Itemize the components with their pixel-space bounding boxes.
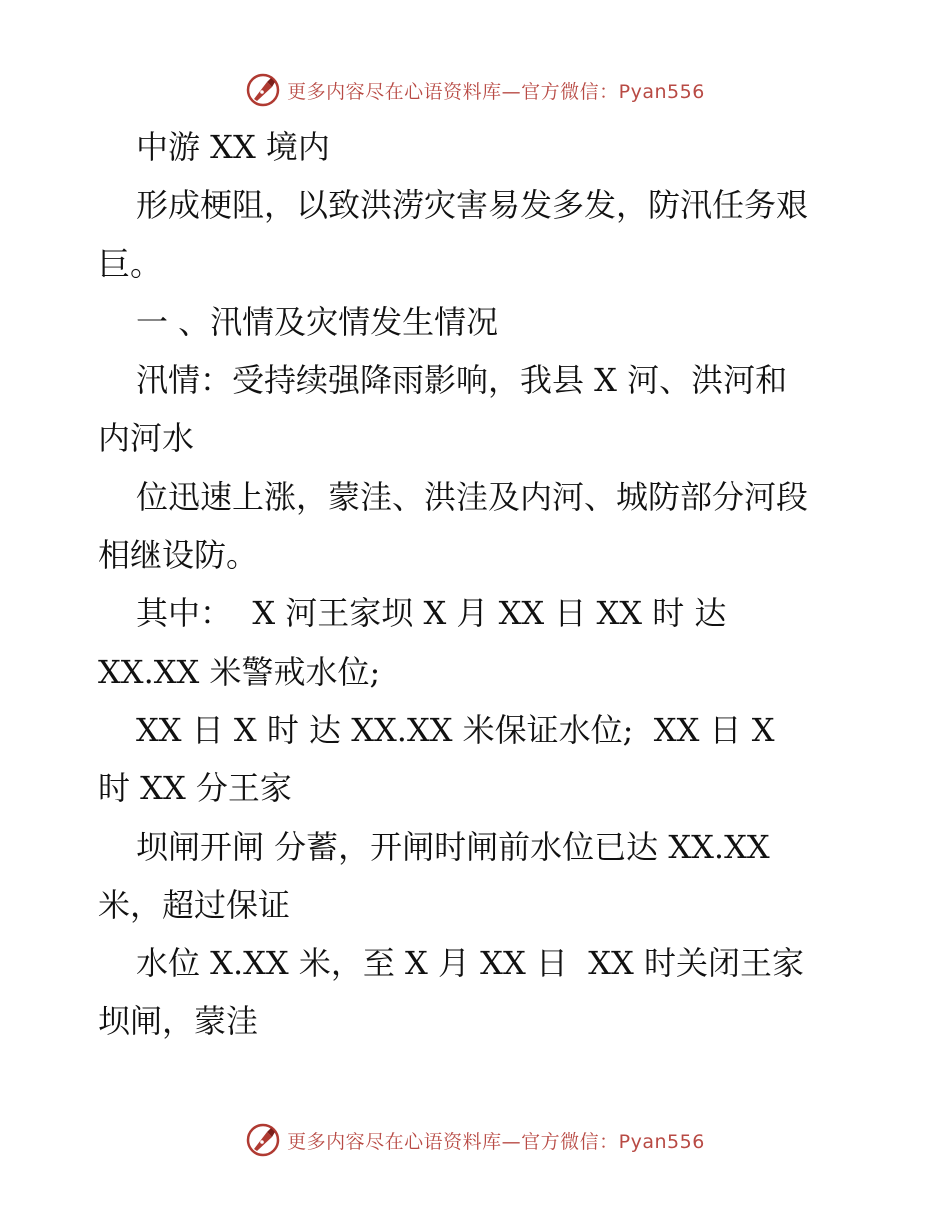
body-text-line: 汛情：受持续强降雨影响，我县 X 河、洪河和	[136, 361, 788, 400]
header-banner-text: 更多内容尽在心语资料库—官方微信：Pyan556	[287, 80, 705, 103]
body-text-line: 坝闸，蒙洼	[98, 1002, 259, 1041]
body-text-line: XX 日 X 时 达 XX.XX 米保证水位; XX 日 X	[136, 710, 775, 749]
body-text-line: 时 XX 分王家	[98, 769, 292, 808]
document-body	[98, 118, 858, 1051]
body-text-line: 米，超过保证	[98, 885, 291, 924]
body-text-line: XX.XX 米警戒水位;	[98, 652, 381, 691]
footer-banner-text: 更多内容尽在心语资料库—官方微信：Pyan556	[287, 1130, 705, 1153]
body-text-line: 内河水	[98, 419, 195, 458]
footer-banner	[0, 1120, 950, 1160]
body-text-line: 水位 X.XX 米，至 X 月 XX 日 XX 时关闭王家	[136, 944, 804, 983]
body-text-line: 中游 XX 境内	[136, 128, 330, 166]
pen-nib-logo-icon	[245, 72, 281, 108]
body-text-line: 位迅速上涨，蒙洼、洪洼及内河、城防部分河段	[136, 477, 809, 516]
body-text-line: 形成梗阻，以致洪涝灾害易发多发，防汛任务艰	[136, 186, 809, 225]
body-text-line: 一 、汛情及灾情发生情况	[136, 302, 499, 341]
body-text-line: 其中： X 河王家坝 X 月 XX 日 XX 时 达	[136, 594, 727, 633]
header-banner	[0, 70, 950, 110]
body-text-line: 坝闸开闸 分蓄，开闸时闸前水位已达 XX.XX	[136, 827, 770, 866]
pen-nib-logo-icon	[245, 1122, 281, 1158]
body-text-line: 巨。	[98, 244, 163, 283]
body-text-line: 相继设防。	[98, 536, 259, 575]
